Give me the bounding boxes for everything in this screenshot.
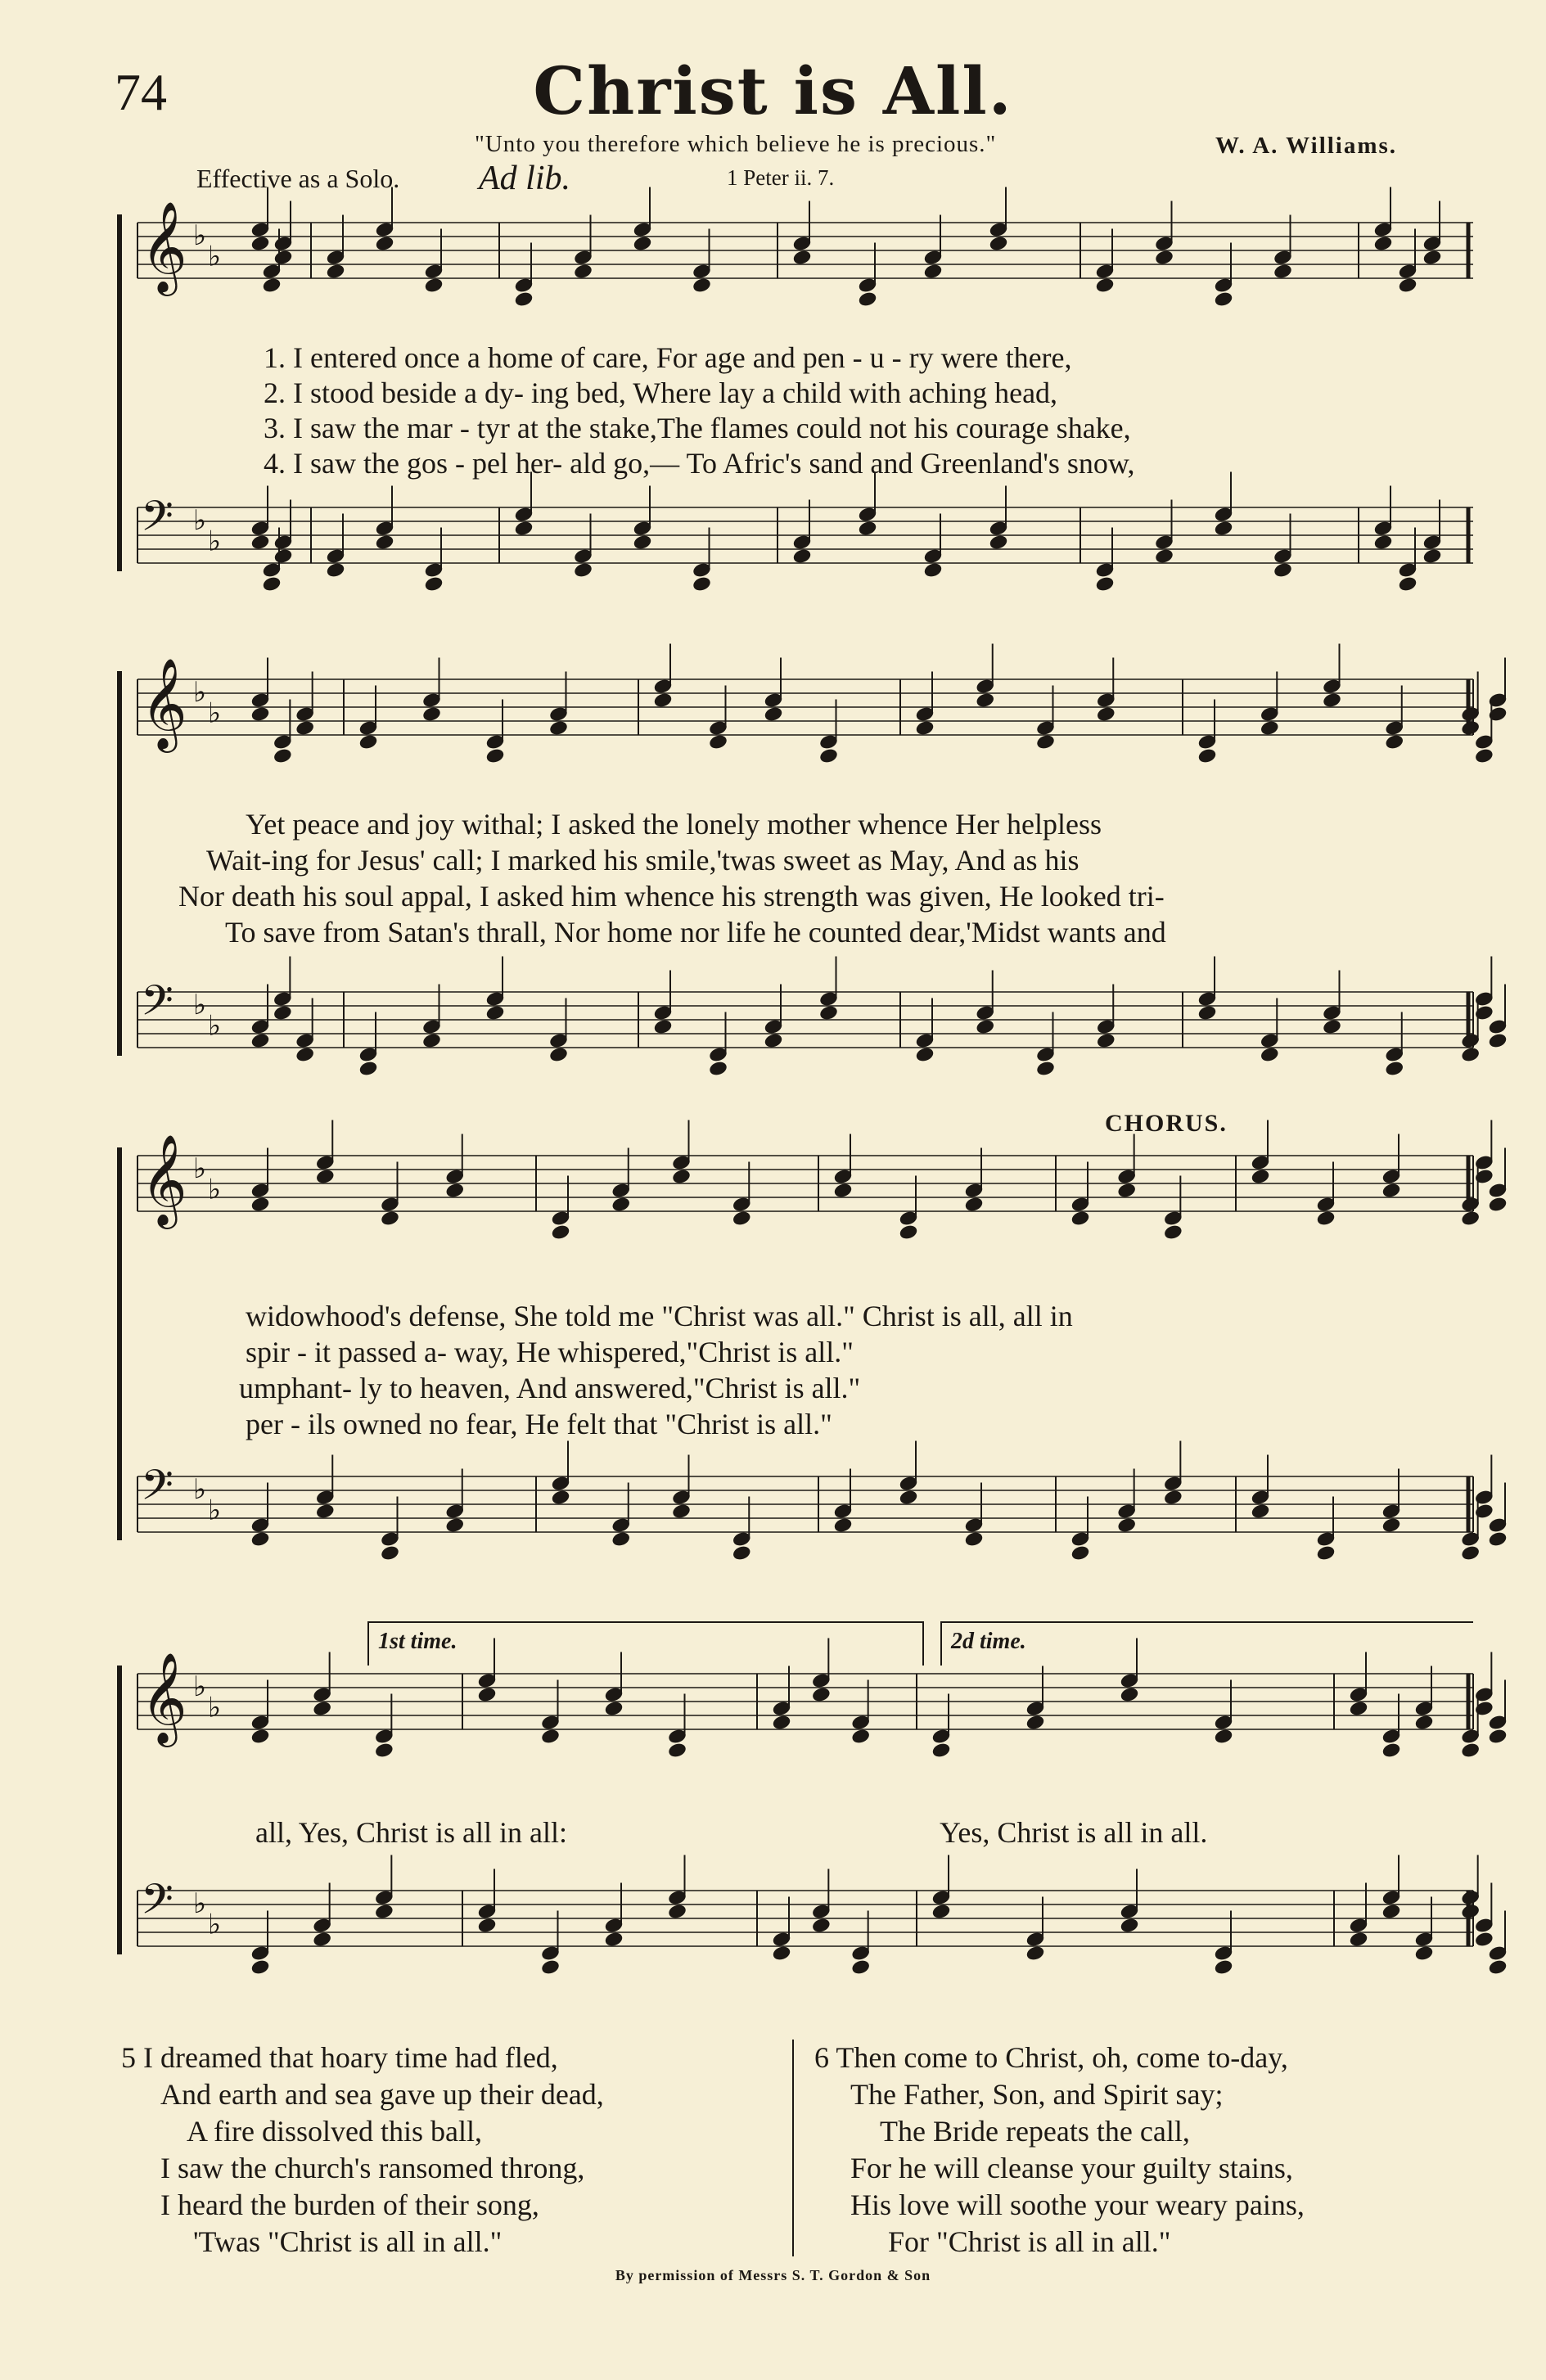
note-head bbox=[1095, 277, 1115, 294]
note-head bbox=[375, 534, 394, 551]
note-head bbox=[1025, 1715, 1045, 1731]
permission-credit: By permission of Messrs S. T. Gordon & Son bbox=[615, 2267, 931, 2283]
note-head bbox=[812, 1918, 832, 1934]
note-head bbox=[989, 236, 1008, 252]
treble-clef-icon: 𝄞 bbox=[141, 201, 187, 292]
note-head bbox=[1381, 1517, 1401, 1534]
note-head bbox=[1117, 1517, 1137, 1534]
stanza-line: His love will soothe your weary pains, bbox=[850, 2188, 1305, 2221]
note-head bbox=[1422, 548, 1442, 565]
note-head bbox=[709, 734, 728, 751]
verse-2-line: Wait-ing for Jesus' call; I marked his smile,'twas sweet as May, And as his bbox=[206, 844, 1079, 877]
stanza-line: For "Christ is all in all." bbox=[888, 2225, 1171, 2258]
note-head bbox=[899, 1490, 918, 1506]
note-head bbox=[250, 1033, 270, 1049]
note-head bbox=[931, 1904, 951, 1920]
note-head bbox=[326, 562, 345, 579]
note-head bbox=[1373, 534, 1393, 551]
ending-lyric-first: all, Yes, Christ is all in all: bbox=[255, 1816, 568, 1849]
note-head bbox=[692, 277, 712, 294]
note-head bbox=[424, 277, 444, 294]
note-head bbox=[250, 1197, 270, 1213]
note-head bbox=[819, 748, 839, 764]
note-head bbox=[1488, 1959, 1508, 1976]
note-head bbox=[250, 706, 270, 723]
flat-icon: ♭ bbox=[193, 1152, 207, 1185]
stanza-line: For he will cleanse your guilty stains, bbox=[850, 2152, 1293, 2184]
note-head bbox=[1155, 548, 1174, 565]
note-head bbox=[477, 1687, 497, 1703]
note-head bbox=[381, 1210, 400, 1227]
note-head bbox=[1323, 1019, 1342, 1035]
bass-clef-icon: 𝄢 bbox=[141, 976, 174, 1035]
note-head bbox=[672, 1169, 692, 1185]
note-head bbox=[1095, 576, 1115, 593]
note-head bbox=[1461, 1210, 1481, 1227]
note-head bbox=[1260, 720, 1279, 737]
stanza-line: And earth and sea gave up their dead, bbox=[160, 2078, 604, 2111]
verse-1-line: widowhood's defense, She told me "Christ was all." Christ is all, all in bbox=[246, 1300, 1073, 1332]
note-head bbox=[633, 236, 652, 252]
note-head bbox=[1260, 1047, 1279, 1063]
note-head bbox=[851, 1959, 871, 1976]
note-head bbox=[250, 236, 270, 252]
note-head bbox=[899, 1224, 918, 1241]
note-head bbox=[1025, 1945, 1045, 1962]
note-head bbox=[833, 1183, 853, 1199]
note-head bbox=[819, 1005, 839, 1021]
note-head bbox=[1385, 734, 1404, 751]
note-head bbox=[604, 1701, 624, 1717]
note-head bbox=[732, 1210, 751, 1227]
verse-2-line: 2. I stood beside a dy- ing bed, Where lay a child with aching head, bbox=[264, 376, 1058, 409]
note-head bbox=[313, 1701, 332, 1717]
note-head bbox=[1214, 1959, 1233, 1976]
note-head bbox=[477, 1918, 497, 1934]
flat-icon: ♭ bbox=[208, 1494, 222, 1527]
note-head bbox=[273, 548, 293, 565]
note-head bbox=[915, 720, 935, 737]
note-head bbox=[1214, 521, 1233, 537]
note-head bbox=[574, 264, 593, 280]
performance-direction: Effective as a Solo. bbox=[196, 164, 400, 193]
stanza-5 bbox=[121, 2040, 604, 2261]
note-head bbox=[772, 1945, 791, 1962]
flat-icon: ♭ bbox=[208, 240, 222, 273]
verse-1-line: 1. I entered once a home of care, For age and pen - u - ry were there, bbox=[264, 341, 1072, 374]
note-head bbox=[250, 1959, 270, 1976]
scripture-reference: 1 Peter ii. 7. bbox=[727, 165, 835, 190]
ending-lyric-second: Yes, Christ is all in all. bbox=[940, 1816, 1208, 1849]
note-head bbox=[1461, 1047, 1481, 1063]
note-head bbox=[923, 264, 943, 280]
hymn-title: Christ is All. bbox=[533, 52, 1013, 129]
stanza-line: I heard the burden of their song, bbox=[160, 2188, 539, 2221]
flat-icon: ♭ bbox=[193, 504, 207, 537]
note-head bbox=[1197, 1005, 1217, 1021]
note-head bbox=[375, 1742, 394, 1759]
flat-icon: ♭ bbox=[193, 676, 207, 709]
note-head bbox=[692, 576, 712, 593]
note-head bbox=[1385, 1061, 1404, 1077]
note-head bbox=[375, 1904, 394, 1920]
verse-4-line: To save from Satan's thrall, Nor home nor life he counted dear,'Midst wants and bbox=[225, 916, 1166, 949]
note-head bbox=[653, 692, 673, 709]
note-head bbox=[262, 576, 282, 593]
note-head bbox=[295, 1047, 315, 1063]
stanza-line: 6 Then come to Christ, oh, come to-day, bbox=[814, 2041, 1288, 2074]
note-head bbox=[1197, 748, 1217, 764]
flat-icon: ♭ bbox=[193, 1670, 207, 1703]
note-head bbox=[1214, 1729, 1233, 1745]
flat-icon: ♭ bbox=[193, 219, 207, 252]
note-head bbox=[668, 1742, 687, 1759]
tempo-marking: Ad lib. bbox=[479, 160, 570, 197]
verse-3-line: Nor death his soul appal, I asked him whence his strength was given, He looked tri- bbox=[178, 880, 1165, 913]
verse-4-line: per - ils owned no fear, He felt that "Christ is all." bbox=[246, 1408, 832, 1440]
epigraph: "Unto you therefore which believe he is precious." bbox=[475, 131, 997, 157]
note-head bbox=[1323, 692, 1342, 709]
note-head bbox=[250, 1531, 270, 1548]
note-head bbox=[1381, 1742, 1401, 1759]
note-head bbox=[989, 534, 1008, 551]
flat-icon: ♭ bbox=[208, 1009, 222, 1043]
verse-2-line: spir - it passed a- way, He whispered,"Christ is all." bbox=[246, 1336, 854, 1368]
note-head bbox=[792, 250, 812, 266]
note-head bbox=[764, 706, 783, 723]
note-head bbox=[381, 1545, 400, 1562]
note-head bbox=[250, 1729, 270, 1745]
note-head bbox=[445, 1183, 465, 1199]
stanza-line: 'Twas "Christ is all in all." bbox=[193, 2225, 503, 2258]
note-head bbox=[1120, 1918, 1139, 1934]
note-head bbox=[514, 521, 534, 537]
note-head bbox=[485, 748, 505, 764]
treble-clef-icon: 𝄞 bbox=[141, 1652, 187, 1743]
note-head bbox=[1251, 1169, 1270, 1185]
note-head bbox=[923, 562, 943, 579]
note-head bbox=[326, 264, 345, 280]
stanza-line: The Bride repeats the call, bbox=[880, 2115, 1190, 2148]
note-head bbox=[1316, 1210, 1336, 1227]
flat-icon: ♭ bbox=[193, 1473, 207, 1506]
note-head bbox=[1488, 1531, 1508, 1548]
note-head bbox=[633, 534, 652, 551]
note-head bbox=[315, 1169, 335, 1185]
note-head bbox=[1381, 1904, 1401, 1920]
note-head bbox=[1422, 250, 1442, 266]
note-head bbox=[1398, 277, 1418, 294]
note-head bbox=[851, 1729, 871, 1745]
note-head bbox=[1117, 1183, 1137, 1199]
author-credit: W. A. Williams. bbox=[1215, 133, 1398, 159]
note-head bbox=[1461, 1545, 1481, 1562]
flat-icon: ♭ bbox=[193, 1887, 207, 1920]
note-head bbox=[604, 1931, 624, 1948]
note-head bbox=[1398, 576, 1418, 593]
flat-icon: ♭ bbox=[208, 1908, 222, 1941]
note-head bbox=[858, 521, 877, 537]
verse-3-line: umphant- ly to heaven, And answered,"Christ is all." bbox=[239, 1372, 861, 1404]
note-head bbox=[772, 1715, 791, 1731]
bass-clef-icon: 𝄢 bbox=[141, 1460, 174, 1520]
note-head bbox=[358, 1061, 378, 1077]
note-head bbox=[1164, 1490, 1183, 1506]
note-head bbox=[611, 1197, 631, 1213]
note-head bbox=[1155, 250, 1174, 266]
note-head bbox=[964, 1531, 984, 1548]
note-head bbox=[812, 1687, 832, 1703]
flat-icon: ♭ bbox=[208, 1691, 222, 1724]
note-head bbox=[668, 1904, 687, 1920]
flat-icon: ♭ bbox=[208, 525, 222, 558]
stanza-line: I saw the church's ransomed throng, bbox=[160, 2152, 585, 2184]
note-head bbox=[1461, 1904, 1481, 1920]
note-head bbox=[1070, 1210, 1090, 1227]
note-head bbox=[653, 1019, 673, 1035]
first-ending-label: 1st time. bbox=[378, 1629, 457, 1654]
note-head bbox=[273, 250, 293, 266]
note-head bbox=[514, 291, 534, 308]
note-head bbox=[541, 1729, 561, 1745]
note-head bbox=[964, 1197, 984, 1213]
note-head bbox=[764, 1033, 783, 1049]
note-head bbox=[1096, 1033, 1116, 1049]
flat-icon: ♭ bbox=[208, 1173, 222, 1206]
note-head bbox=[541, 1959, 561, 1976]
note-head bbox=[1488, 1197, 1508, 1213]
stanza-6 bbox=[814, 2040, 1305, 2261]
bass-clef-icon: 𝄢 bbox=[141, 491, 174, 551]
note-head bbox=[1414, 1715, 1434, 1731]
note-head bbox=[833, 1517, 853, 1534]
note-head bbox=[1316, 1545, 1336, 1562]
stanza-line: 5 I dreamed that hoary time had fled, bbox=[121, 2041, 558, 2074]
note-head bbox=[1096, 706, 1116, 723]
note-head bbox=[273, 1005, 293, 1021]
note-head bbox=[611, 1531, 631, 1548]
note-head bbox=[858, 291, 877, 308]
note-head bbox=[551, 1490, 570, 1506]
note-head bbox=[1381, 1183, 1401, 1199]
note-head bbox=[375, 236, 394, 252]
stanza-line: The Father, Son, and Spirit say; bbox=[850, 2078, 1224, 2111]
verse-1-line: Yet peace and joy withal; I asked the lonely mother whence Her helpless bbox=[246, 808, 1102, 841]
note-head bbox=[732, 1545, 751, 1562]
note-head bbox=[1251, 1503, 1270, 1520]
note-head bbox=[424, 576, 444, 593]
note-head bbox=[1164, 1224, 1183, 1241]
note-head bbox=[295, 720, 315, 737]
note-head bbox=[1373, 236, 1393, 252]
note-head bbox=[445, 1517, 465, 1534]
verse-4-line: 4. I saw the gos - pel her- ald go,— To Afric's sand and Greenland's snow, bbox=[264, 447, 1135, 480]
note-head bbox=[1120, 1687, 1139, 1703]
note-head bbox=[672, 1503, 692, 1520]
note-head bbox=[574, 562, 593, 579]
note-head bbox=[262, 277, 282, 294]
note-head bbox=[549, 1047, 569, 1063]
verse-3-line: 3. I saw the mar - tyr at the stake,The flames could not his courage shake, bbox=[264, 412, 1131, 444]
note-head bbox=[485, 1005, 505, 1021]
note-head bbox=[1273, 562, 1293, 579]
note-head bbox=[1070, 1545, 1090, 1562]
chorus-label: CHORUS. bbox=[1105, 1110, 1228, 1137]
note-head bbox=[250, 534, 270, 551]
note-head bbox=[1414, 1945, 1434, 1962]
note-head bbox=[422, 706, 442, 723]
treble-clef-icon: 𝄞 bbox=[141, 1134, 187, 1225]
note-head bbox=[1488, 1033, 1508, 1049]
note-head bbox=[551, 1224, 570, 1241]
stanza-line: A fire dissolved this ball, bbox=[187, 2115, 482, 2148]
note-head bbox=[976, 1019, 995, 1035]
bass-clef-icon: 𝄢 bbox=[141, 1874, 174, 1934]
second-ending-label: 2d time. bbox=[951, 1629, 1026, 1654]
treble-clef-icon: 𝄞 bbox=[141, 657, 187, 749]
note-head bbox=[915, 1047, 935, 1063]
note-head bbox=[1475, 1931, 1494, 1948]
flat-icon: ♭ bbox=[193, 989, 207, 1021]
note-head bbox=[273, 748, 293, 764]
note-head bbox=[549, 720, 569, 737]
note-head bbox=[358, 734, 378, 751]
note-head bbox=[315, 1503, 335, 1520]
note-head bbox=[422, 1033, 442, 1049]
stanza-divider bbox=[792, 2040, 794, 2256]
note-head bbox=[1036, 734, 1056, 751]
note-head bbox=[931, 1742, 951, 1759]
note-head bbox=[1036, 1061, 1056, 1077]
note-head bbox=[1461, 1742, 1481, 1759]
note-head bbox=[313, 1931, 332, 1948]
note-head bbox=[1475, 748, 1494, 764]
note-head bbox=[1461, 720, 1481, 737]
note-head bbox=[1349, 1931, 1368, 1948]
note-head bbox=[792, 548, 812, 565]
flat-icon: ♭ bbox=[208, 696, 222, 730]
note-head bbox=[976, 692, 995, 709]
note-head bbox=[1488, 1729, 1508, 1745]
note-head bbox=[1273, 264, 1293, 280]
page-number: 74 bbox=[115, 63, 167, 121]
note-head bbox=[709, 1061, 728, 1077]
note-head bbox=[1214, 291, 1233, 308]
note-head bbox=[1349, 1701, 1368, 1717]
